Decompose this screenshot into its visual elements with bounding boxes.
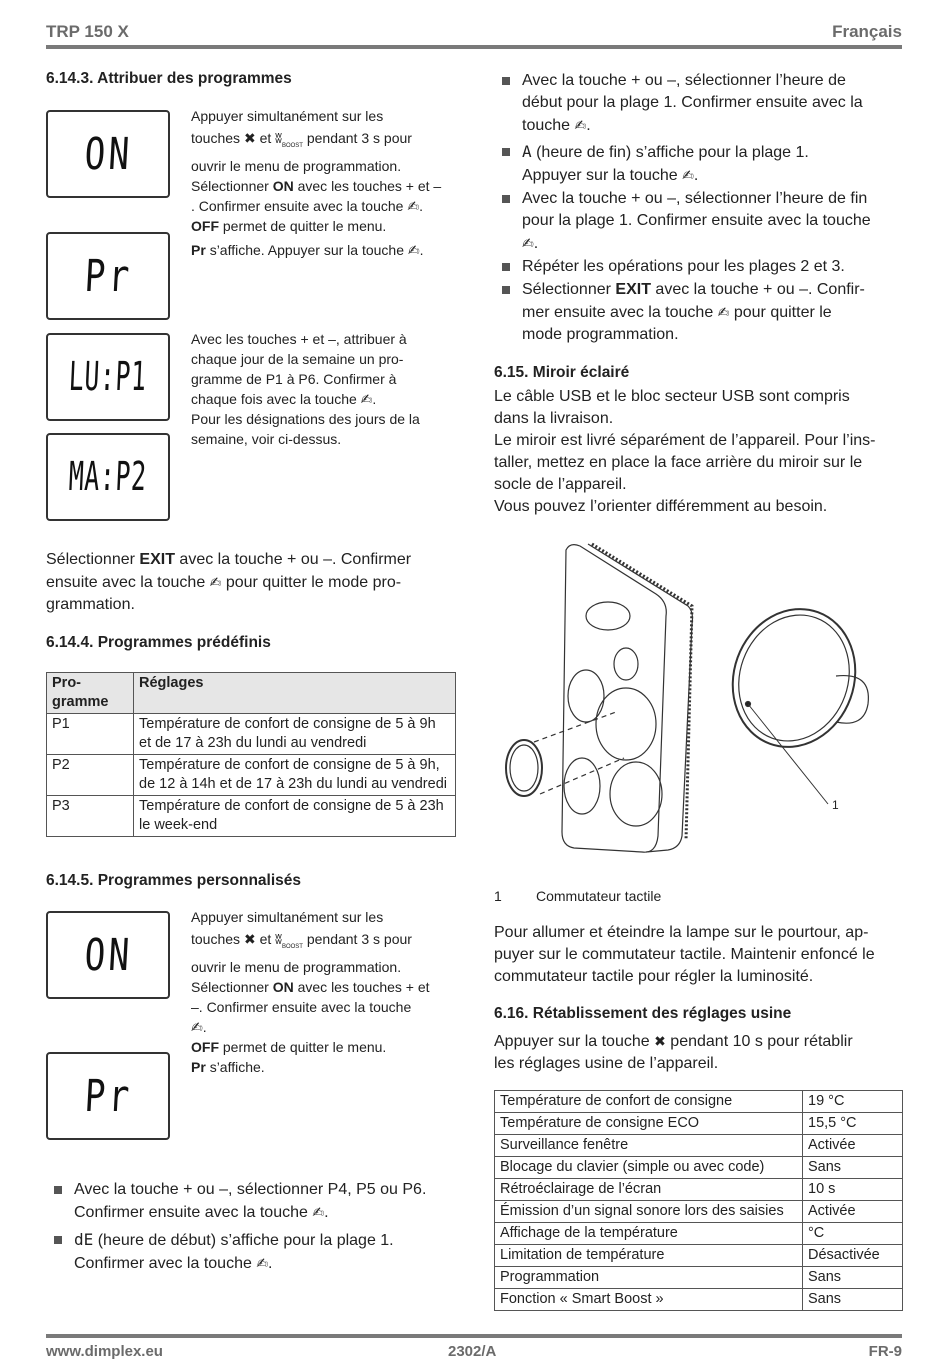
table-cell: P2 [47, 755, 134, 796]
text-line: dans la livraison. [494, 410, 614, 427]
mirror-ring [714, 592, 875, 765]
text-line: commutateur tactile pour régler la luminosité. [494, 968, 814, 985]
table-row [495, 1091, 903, 1113]
mirror-paragraphs [494, 386, 904, 518]
table-row [495, 1179, 903, 1201]
table-cell: P1 [47, 714, 134, 755]
x-key-icon: ✖ [243, 931, 256, 947]
table-row [495, 1223, 903, 1245]
table-cell: 15,5 °C [803, 1113, 903, 1135]
table-cell: Activée [803, 1135, 903, 1157]
hand-icon: ✍ [407, 241, 420, 258]
bullet-item [502, 279, 902, 346]
table-row [495, 1135, 903, 1157]
text-line: les réglages usine de l’appareil. [494, 1055, 719, 1072]
hand-icon: ✍ [209, 574, 222, 590]
table-header-row [47, 673, 456, 714]
table-header-cell: Réglages [134, 673, 456, 714]
text-line: avec les touches + et – [297, 177, 442, 194]
model-name: TRP 150 X [46, 22, 129, 41]
lcd-text: MA:P2 [68, 454, 148, 500]
footer-code: 2302/A [448, 1343, 497, 1360]
panel-hole [596, 688, 656, 760]
table-cell: P3 [47, 796, 134, 837]
footer-website[interactable]: www.dimplex.eu [46, 1343, 163, 1360]
lamp-paragraph [494, 922, 904, 988]
section-6-15-title: 6.15. Miroir éclairé [494, 364, 630, 381]
text-line: ouvrir le menu de programmation. [191, 157, 402, 174]
text-line: et [259, 130, 272, 146]
section-6-16-title: 6.16. Rétablissement des réglages usine [494, 1005, 792, 1022]
text-line: chaque jour de la semaine un pro- [191, 351, 404, 367]
table-cell: Programmation [495, 1267, 803, 1289]
bullet-item [502, 256, 902, 278]
bullet-square [54, 1236, 62, 1244]
text-line: Appuyer sur la touche [522, 167, 678, 184]
predefined-programs-table [46, 672, 456, 837]
language-label: Français [832, 22, 902, 41]
text-line: Le miroir est livré séparément de l’appareil. Pour l’ins- [494, 432, 876, 449]
section-6-14-5-title: 6.14.5. Programmes personnalisés [46, 872, 302, 889]
x-key-icon: ✖ [654, 1033, 666, 1049]
text-line: puyer sur le commutateur tactile. Maintenir enfoncé le [494, 946, 875, 963]
lcd-display-on [46, 911, 170, 999]
panel-hole [610, 762, 662, 826]
hand-icon: ✍ [256, 1255, 269, 1271]
text-line: permet de quitter le menu. [222, 217, 387, 234]
text-line: mer ensuite avec la touche [522, 304, 714, 321]
text-line: (heure de début) s’affiche pour la plage 1. [97, 1232, 394, 1249]
table-cell: Fonction « Smart Boost » [495, 1289, 803, 1311]
text-line: Avec les touches + et –, attribuer à [191, 331, 407, 347]
lcd-display-pr [46, 1052, 170, 1140]
text-line: Répéter les opérations pour les plages 2 et 3. [522, 258, 845, 275]
bullet-item: Avec la touche + ou –, sélectionner l’heure de début pour la plage 1. Confirmer ensuite avec la touche ✍. [502, 70, 902, 137]
panel-hole [568, 670, 604, 722]
text-line: . Confirmer ensuite avec la touche [191, 197, 404, 214]
bullet-item: Avec la touche + ou –, sélectionner l’heure de fin pour la plage 1. Confirmer ensuite avec la touche ✍. [502, 188, 902, 255]
bold-on: ON [272, 177, 294, 194]
lcd-symbol-a: A [522, 142, 532, 161]
bullet-item: Avec la touche + ou –, sélectionner P4, P5 ou P6. Confirmer ensuite avec la touche ✍. [54, 1179, 464, 1224]
text-line: Appuyer simultanément sur les [191, 108, 384, 124]
mirror-ring-inner [721, 599, 866, 756]
boost-icon: ʬ [275, 931, 282, 947]
table-cell: Émission d’un signal sonore lors des saisies [495, 1201, 803, 1223]
table-cell: 19 °C [803, 1091, 903, 1113]
table-cell: Blocage du clavier (simple ou avec code) [495, 1157, 803, 1179]
instructions-assign-days: Avec les touches + et –, attribuer à chaque jour de la semaine un pro- gramme de P1 à P6. Confirmer à chaque fois avec la touche ✍. Pour les désignations des jours de la semaine, voir ci-dessus. [191, 329, 461, 449]
table-cell: Température de consigne ECO [495, 1113, 803, 1135]
hand-icon: ✍ [360, 391, 373, 407]
bullet-square [502, 148, 510, 156]
text-line: –. Confirmer ensuite avec la touche [191, 998, 412, 1015]
assembly-line [534, 712, 624, 794]
text-line: Sélectionner [191, 177, 269, 194]
text-line: touche [522, 117, 571, 134]
table-cell: Température de confort de consigne de 5 à 9h, de 12 à 14h et de 17 à 23h du lundi au vendredi [134, 755, 456, 796]
table-row [495, 1113, 903, 1135]
text-line: pour la plage 1. Confirmer ensuite avec la touche [522, 212, 871, 229]
text-line: pour quitter le [733, 304, 832, 321]
lcd-text: Pr [82, 1070, 134, 1122]
text-line: mode programmation. [522, 326, 679, 343]
bullet-square [502, 263, 510, 271]
text-line: semaine, voir ci-dessus. [191, 431, 342, 447]
table-row [495, 1201, 903, 1223]
table-row [47, 755, 456, 796]
text-line: (heure de fin) s’affiche pour la plage 1. [536, 144, 809, 161]
panel-hole [614, 648, 638, 680]
text-line: Avec la touche + ou –, sélectionner l’heure de fin [522, 190, 868, 207]
callout-label: 1 [832, 798, 839, 812]
text-line: ouvrir le menu de programmation. [191, 958, 402, 975]
text-line: Vous pouvez l’orienter différemment au besoin. [494, 498, 828, 515]
hand-icon: ✍ [682, 167, 694, 183]
text-line: ensuite avec la touche [46, 574, 206, 591]
panel-front [562, 545, 666, 853]
header-rule [46, 45, 902, 49]
bold-pr: Pr [191, 1058, 206, 1075]
hand-icon: ✍ [191, 1018, 203, 1035]
table-row [495, 1157, 903, 1179]
lcd-display-on [46, 110, 170, 198]
table-row [47, 796, 456, 837]
text-line: Confirmer avec la touche [74, 1255, 252, 1272]
callout-line [748, 704, 828, 804]
text-line: chaque fois avec la touche [191, 391, 357, 407]
hand-icon: ✍ [522, 235, 534, 251]
text-line: et [259, 931, 272, 947]
text-line: pendant 10 s pour rétablir [670, 1033, 853, 1050]
bullet-square [502, 195, 510, 203]
table-cell: 10 s [803, 1179, 903, 1201]
boost-icon: ʬ [275, 130, 282, 146]
footer-page-number: FR-9 [868, 1343, 902, 1360]
instructions-open-menu: Appuyer simultanément sur les touches ✖ et ʬ$_{BOOST}$ pendant 3 s pour ouvrir le menu de programmation. Sélectionner ON avec les touches + et – . Confirmer ensuite avec la touche ✍. OFF permet de quitter le menu. Pr s’affiche. Appuyer sur la touche ✍. [191, 106, 461, 260]
lcd-text: LU:P1 [68, 354, 148, 400]
section-6-14-3-title: 6.14.3. Attribuer des programmes [46, 70, 292, 87]
text-line: pour quitter le mode pro- [225, 574, 402, 591]
bullet-item: A (heure de fin) s’affiche pour la plage 1. Appuyer sur la touche ✍. [502, 141, 902, 187]
mirror-base-inner [510, 745, 538, 791]
table-cell: Surveillance fenêtre [495, 1135, 803, 1157]
table-cell: Température de confort de consigne de 5 à 23h le week-end [134, 796, 456, 837]
lcd-text: Pr [82, 250, 134, 302]
boost-sub: BOOST [281, 142, 303, 149]
section-6-14-4-title: 6.14.4. Programmes prédéfinis [46, 634, 271, 651]
text-line: taller, mettez en place la face arrière du miroir sur le [494, 454, 863, 471]
text-line: avec les touches + et [297, 978, 430, 995]
bullet-square [502, 77, 510, 85]
text-line: Sélectionner [191, 978, 269, 995]
lcd-text: ON [82, 929, 134, 981]
table-cell: °C [803, 1223, 903, 1245]
lcd-text: ON [82, 128, 134, 180]
bullet-square [54, 1186, 62, 1194]
text-line: touches [191, 931, 241, 947]
legend-number: 1 [494, 888, 502, 904]
table-cell: Sans [803, 1289, 903, 1311]
text-line: Pour les désignations des jours de la [191, 411, 420, 427]
reset-paragraph [494, 1030, 904, 1075]
table-header-cell: Pro- gramme [47, 673, 134, 714]
legend-text: Commutateur tactile [536, 888, 662, 904]
bold-exit: EXIT [139, 551, 175, 568]
text-line: pendant 3 s pour [306, 931, 412, 947]
text-line: s’affiche. [209, 1058, 265, 1075]
table-cell: Sans [803, 1267, 903, 1289]
panel-side-vents [592, 544, 692, 840]
text-line: Appuyer simultanément sur les [191, 909, 384, 925]
table-cell: Sans [803, 1157, 903, 1179]
text-line: permet de quitter le menu. [222, 1038, 387, 1055]
instructions-custom-programs: Appuyer simultanément sur les touches ✖ et ʬ$_{BOOST}$ pendant 3 s pour ouvrir le menu de programmation. Sélectionner ON avec les touches + et –. Confirmer ensuite avec la touche ✍. OFF permet de quitter le menu. Pr s’affiche. [191, 907, 461, 1077]
hand-icon: ✍ [574, 117, 587, 133]
text-line: Avec la touche + ou –, sélectionner l’heure de [522, 72, 846, 89]
x-key-icon: ✖ [243, 130, 256, 146]
text-line: Confirmer ensuite avec la touche [74, 1204, 308, 1221]
bold-on: ON [272, 978, 294, 995]
table-row [495, 1289, 903, 1311]
bold-exit: EXIT [615, 281, 651, 298]
text-line: avec la touche + ou –. Confirmer [179, 551, 412, 568]
mirror-base [506, 740, 542, 796]
text-line: Appuyer sur la touche [494, 1033, 650, 1050]
hand-icon: ✍ [312, 1204, 325, 1220]
text-line: début pour la plage 1. Confirmer ensuite avec la [522, 94, 863, 111]
exit-paragraph [46, 549, 456, 616]
bullet-square [502, 286, 510, 294]
figure-legend [494, 888, 662, 904]
bold-off: OFF [191, 1038, 219, 1055]
table-row [495, 1267, 903, 1289]
lcd-display-lu-p1 [46, 333, 170, 421]
text-line: touches [191, 130, 241, 146]
page-footer [46, 1343, 902, 1360]
text-line: Sélectionner [46, 551, 135, 568]
table-row [495, 1245, 903, 1267]
text-line: Avec la touche + ou –, sélectionner P4, P5 ou P6. [74, 1181, 427, 1198]
text-line: s’affiche. Appuyer sur la touche [209, 241, 404, 258]
footer-rule [46, 1334, 902, 1338]
lcd-display-pr [46, 232, 170, 320]
bold-off: OFF [191, 217, 219, 234]
table-cell: Limitation de température [495, 1245, 803, 1267]
bold-pr: Pr [191, 241, 206, 258]
table-row [47, 714, 456, 755]
text-line: Pour allumer et éteindre la lampe sur le pourtour, ap- [494, 924, 869, 941]
text-line: avec la touche + ou –. Confir- [655, 281, 865, 298]
hand-icon: ✍ [407, 197, 420, 214]
text-line: grammation. [46, 596, 135, 613]
text-line: Le câble USB et le bloc secteur USB sont compris [494, 388, 850, 405]
table-cell: Température de confort de consigne de 5 à 9h et de 17 à 23h du lundi au vendredi [134, 714, 456, 755]
table-cell: Température de confort de consigne [495, 1091, 803, 1113]
text-line: socle de l’appareil. [494, 476, 627, 493]
text-line: Sélectionner [522, 281, 611, 298]
bullet-item: dE (heure de début) s’affiche pour la plage 1. Confirmer avec la touche ✍. [54, 1229, 464, 1275]
panel-hole [564, 758, 600, 814]
text-line: gramme de P1 à P6. Confirmer à [191, 371, 397, 387]
boost-sub: BOOST [281, 943, 303, 950]
hand-icon: ✍ [717, 304, 730, 320]
lcd-symbol-de: dE [74, 1230, 94, 1249]
text-line: pendant 3 s pour [306, 130, 412, 146]
panel-hole [586, 602, 630, 630]
table-cell: Désactivée [803, 1245, 903, 1267]
page-header [46, 22, 902, 44]
factory-settings-table [494, 1090, 903, 1311]
table-cell: Affichage de la température [495, 1223, 803, 1245]
table-cell: Rétroéclairage de l’écran [495, 1179, 803, 1201]
table-cell: Activée [803, 1201, 903, 1223]
lcd-display-ma-p2 [46, 433, 170, 521]
